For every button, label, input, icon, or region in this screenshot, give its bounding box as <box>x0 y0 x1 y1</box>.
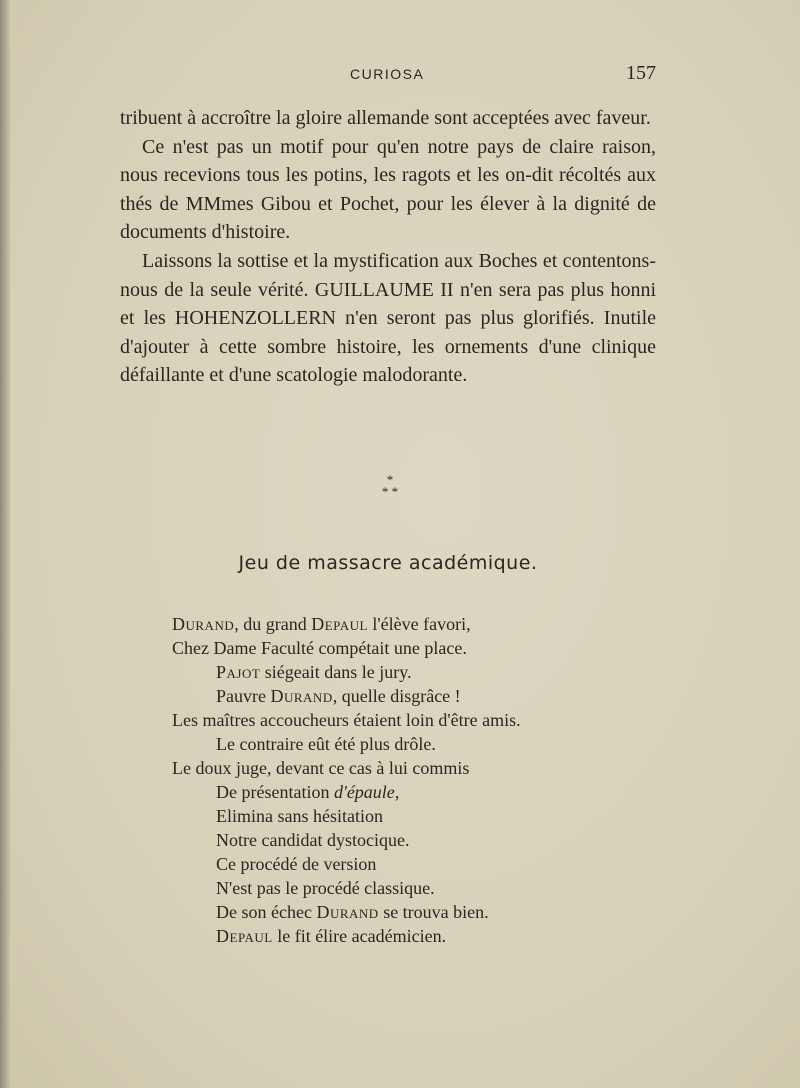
poem-line: Chez Dame Faculté compétait une place. <box>172 638 467 658</box>
asterism-separator <box>370 474 410 498</box>
page-binding-edge <box>0 0 10 1088</box>
poem-line: Depaul le fit élire académicien. <box>216 926 447 946</box>
poem-line: Elimina sans hésitation <box>216 806 383 826</box>
poem-title: Jeu de massacre académique. <box>238 552 538 574</box>
asterism-top: * <box>386 472 394 487</box>
poem-line: De présentation d'épaule, <box>216 782 400 802</box>
poem-line: Les maîtres accoucheurs étaient loin d'être amis. <box>172 710 521 730</box>
running-title: CURIOSA <box>350 66 425 82</box>
page-number: 157 <box>626 62 656 84</box>
poem-line: Le contraire eût été plus drôle. <box>216 734 436 754</box>
poem-line: Ce procédé de version <box>216 854 377 874</box>
poem-line: De son échec Durand se trouva bien. <box>216 902 489 922</box>
poem-line: Pauvre Durand, quelle disgrâce ! <box>216 686 461 706</box>
poem-line: Durand, du grand Depaul l'élève favori, <box>172 614 471 634</box>
page-header <box>120 62 656 88</box>
paragraph: tribuent à accroître la gloire allemande sont acceptées avec faveur. <box>120 107 651 129</box>
asterism-bottom: * * <box>381 484 399 499</box>
poem-line: Notre candidat dystocique. <box>216 830 410 850</box>
paragraph: Ce n'est pas un motif pour qu'en notre pays de claire raison, nous recevions tous les potins, les ragots et les on-dit récoltés aux thés de MMmes Gibou et Pochet, pour les élever à la dignité de documents d'histoire. <box>120 135 656 244</box>
poem-line: Pajot siégeait dans le jury. <box>216 662 412 682</box>
poem-line: Le doux juge, devant ce cas à lui commis <box>172 758 470 778</box>
poem-line: N'est pas le procédé classique. <box>216 878 435 898</box>
paragraph: Laissons la sottise et la mystification aux Boches et contentons-nous de la seule vérité. GUILLAUME II n'en sera pas plus honni et les HOHENZOLLERN n'en seront pas plus glorifiés. Inutile d'ajouter à cette sombre histoire, les ornements d'une clinique défaillante et d'une scatologie malodorante. <box>120 249 656 387</box>
body-text <box>120 104 656 390</box>
poem <box>172 612 652 948</box>
